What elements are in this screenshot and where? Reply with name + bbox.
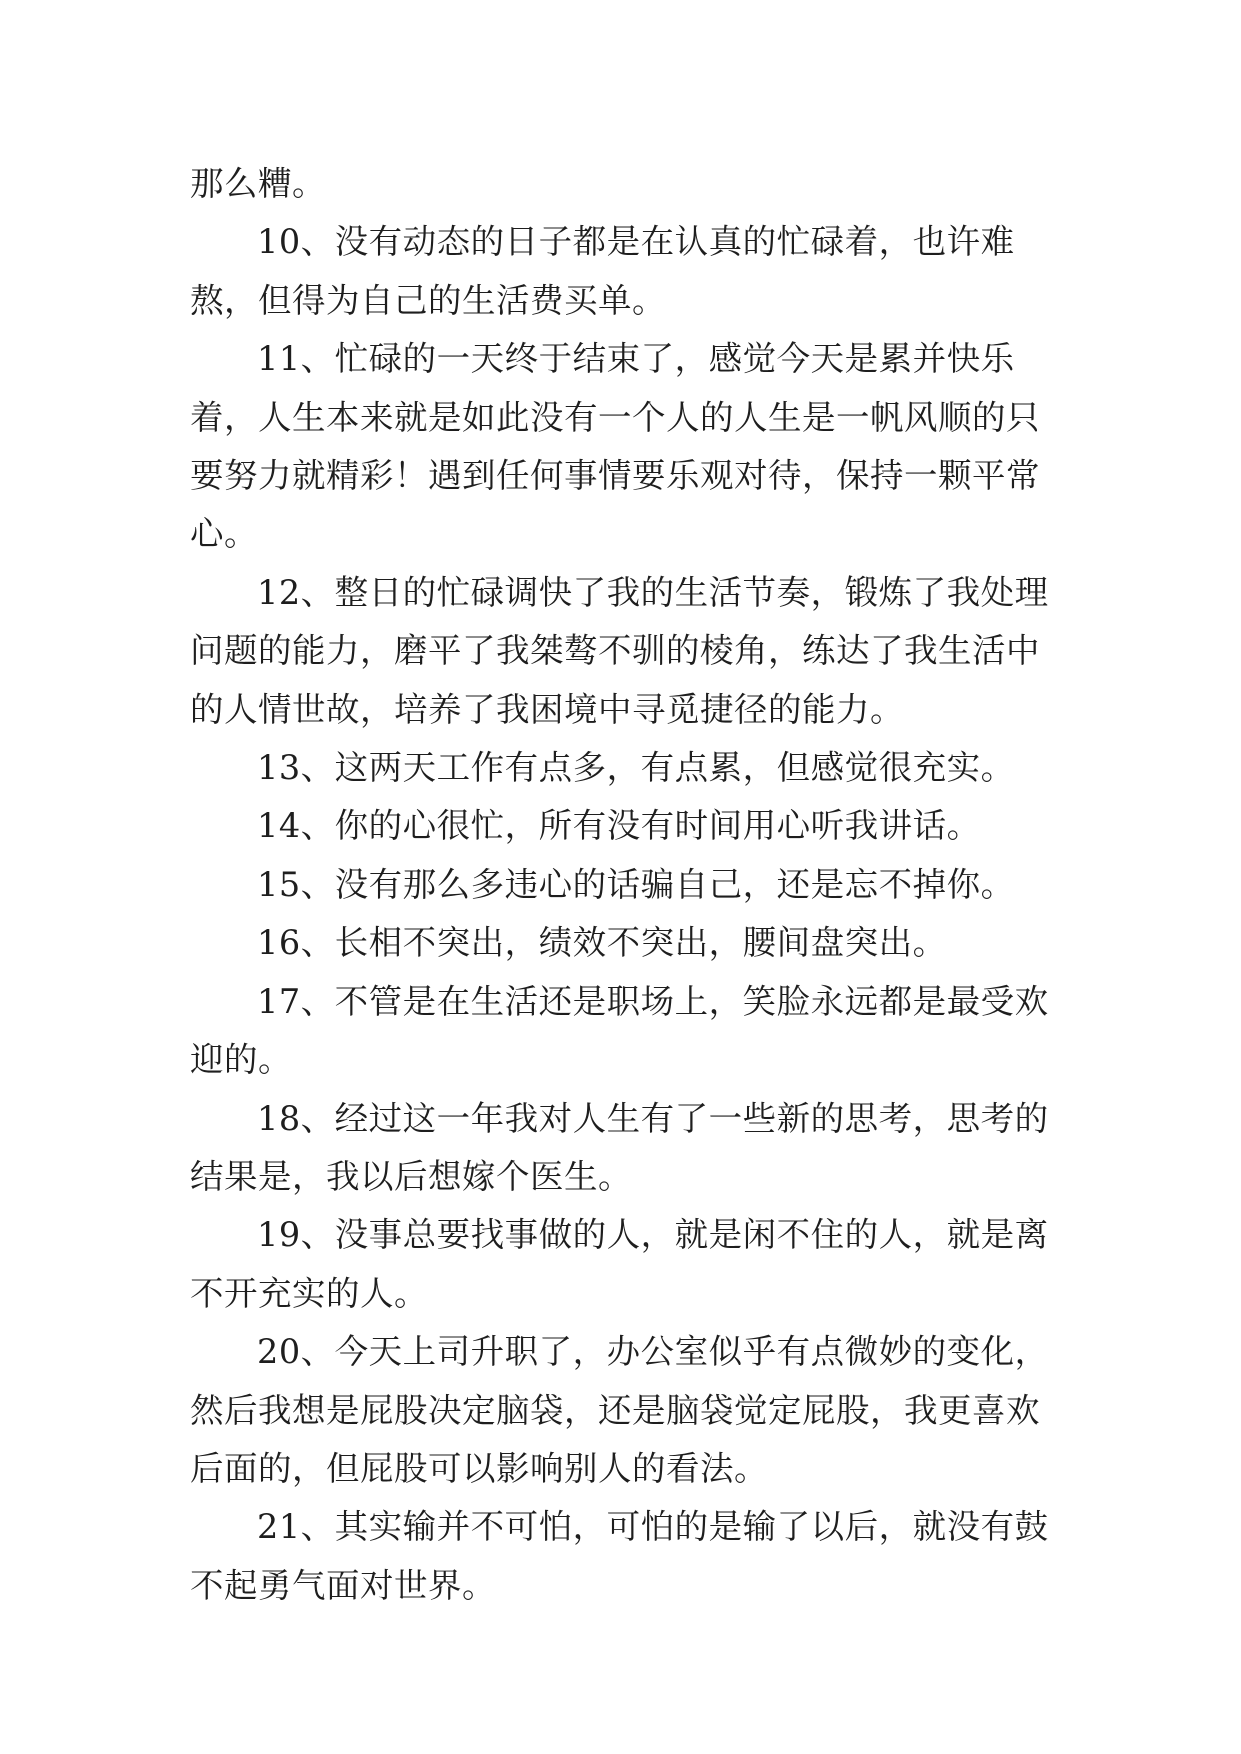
paragraph-continuation: 那么糟。: [190, 164, 326, 203]
paragraph-item-12: 12、整日的忙碌调快了我的生活节奏，锻炼了我处理问题的能力，磨平了我桀骜不驯的棱角，练达了我生活中的人情世故，培养了我困境中寻觅捷径的能力。: [190, 572, 1049, 729]
paragraph-item-16: 16、长相不突出，绩效不突出，腰间盘突出。: [257, 923, 947, 963]
paragraph-item-19: 19、没事总要找事做的人，就是闲不住的人，就是离不开充实的人。: [190, 1215, 1049, 1313]
paragraph-item-20: 20、今天上司升职了，办公室似乎有点微妙的变化，然后我想是屁股决定脑袋，还是脑袋觉定屁股，我更喜欢后面的，但屁股可以影响别人的看法。: [190, 1332, 1049, 1488]
paragraph-item-11: 11、忙碌的一天终于结束了，感觉今天是累并快乐着，人生本来就是如此没有一个人的人生是一帆风顺的只要努力就精彩！遇到任何事情要乐观对待，保持一颗平常心。: [190, 339, 1040, 554]
paragraph-item-18: 18、经过这一年我对人生有了一些新的思考，思考的结果是，我以后想嫁个医生。: [190, 1098, 1049, 1196]
paragraph-item-13: 13、这两天工作有点多，有点累，但感觉很充实。: [257, 748, 1015, 788]
paragraph-item-10: 10、没有动态的日子都是在认真的忙碌着，也许难熬，但得为自己的生活费买单。: [190, 222, 1015, 320]
paragraph-item-21: 21、其实输并不可怕，可怕的是输了以后，就没有鼓不起勇气面对世界。: [190, 1507, 1049, 1605]
paragraph-item-15: 15、没有那么多违心的话骗自己，还是忘不掉你。: [257, 864, 1015, 904]
document-body: [190, 155, 1070, 1615]
paragraph-item-17: 17、不管是在生活还是职场上，笑脸永远都是最受欢迎的。: [190, 981, 1049, 1080]
paragraph-item-14: 14、你的心很忙，所有没有时间用心听我讲话。: [257, 806, 981, 846]
